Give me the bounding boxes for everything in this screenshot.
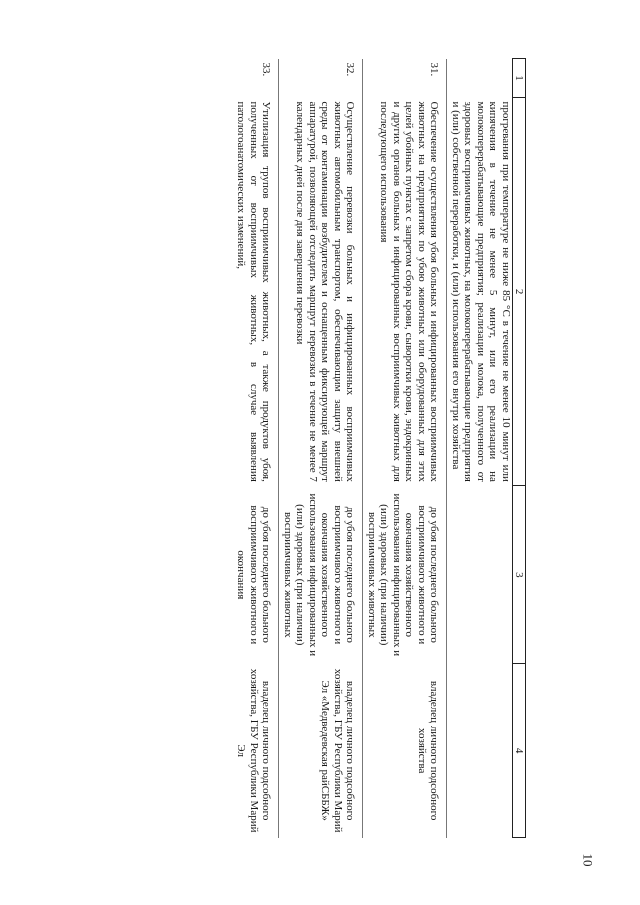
row-32-measure: Осуществление перевозки больных и инфицированных восприимчивых животных автомобильным транспортом, обеспечивающим защиту внешней среды от контаминации возбудителем и оснащенным фиксирующей маршрут аппаратурой, позволяющей отследить маршрут перевозки в течение не менее 7 календарных дней после дня завершения перевозки (279, 97, 363, 485)
row-31-measure: Обеспечение осуществления убоя больных и инфицированных восприимчивых животных на предприятиях по убою животных или оборудованных для этих целей убойных пунктах с запретом сбора крови, сыворотки крови, эндокринных и других органов больных и инфицированных восприимчивых животных для последующего использования (363, 97, 447, 485)
row-32-term: до убоя последнего больного восприимчивого животного и окончания хозяйственного использования инфицированных и (или) здоровых (при наличии) восприимчивых животных (279, 486, 363, 664)
header-col-2: 2 (513, 97, 526, 485)
document-page (96, 58, 526, 838)
row-31-number: 31. (363, 59, 447, 98)
table-row-33 (233, 59, 279, 838)
table-row-31 (363, 59, 447, 838)
header-col-3: 3 (513, 486, 526, 664)
row-33-term: до убоя последнего больного восприимчивого животного и окончания (233, 486, 279, 664)
table-row-32 (279, 59, 363, 838)
header-col-1: 1 (513, 59, 526, 98)
page-number: 10 (580, 853, 596, 867)
continuation-text: прогревания при температуре не ниже 85 °С в течение не менее 10 минут или кипячения в течение не менее 5 минут, или его реализации на молокоперерабатывающие предприятия; реализации молока, полученного от здоровых восприимчивых животных, на молокоперерабатывающие предприятия и (или) собственной переработки, и (или) использования его внутри хозяйства (450, 101, 512, 482)
continuation-term (447, 486, 513, 664)
rotated-table-container (96, 58, 526, 838)
row-31-responsible: владелец личного подсобного хозяйства (363, 664, 447, 838)
row-32-responsible: владелец личного подсобного хозяйства, ГБУ Республики Марий Эл «Медведевская райСББЖ» (279, 664, 363, 838)
continuation-num (447, 59, 513, 98)
row-31-term: до убоя последнего больного восприимчивого животного и окончания хозяйственного использования инфицированных и (или) здоровых (при наличии) восприимчивых животных (363, 486, 447, 664)
header-col-4: 4 (513, 664, 526, 838)
table-row-continuation (447, 59, 513, 838)
table-header-row (513, 59, 526, 838)
row-33-measure: Утилизация трупов восприимчивых животных, а также продуктов убоя, полученных от восприимчивых животных, в случае выявления патологоанатомических изменений, (233, 97, 279, 485)
continuation-responsible (447, 664, 513, 838)
measures-table (233, 58, 526, 838)
row-32-number: 32. (279, 59, 363, 98)
row-33-number: 33. (233, 59, 279, 98)
row-33-responsible: владелец личного подсобного хозяйства, ГБУ Республики Марий Эл (233, 664, 279, 838)
